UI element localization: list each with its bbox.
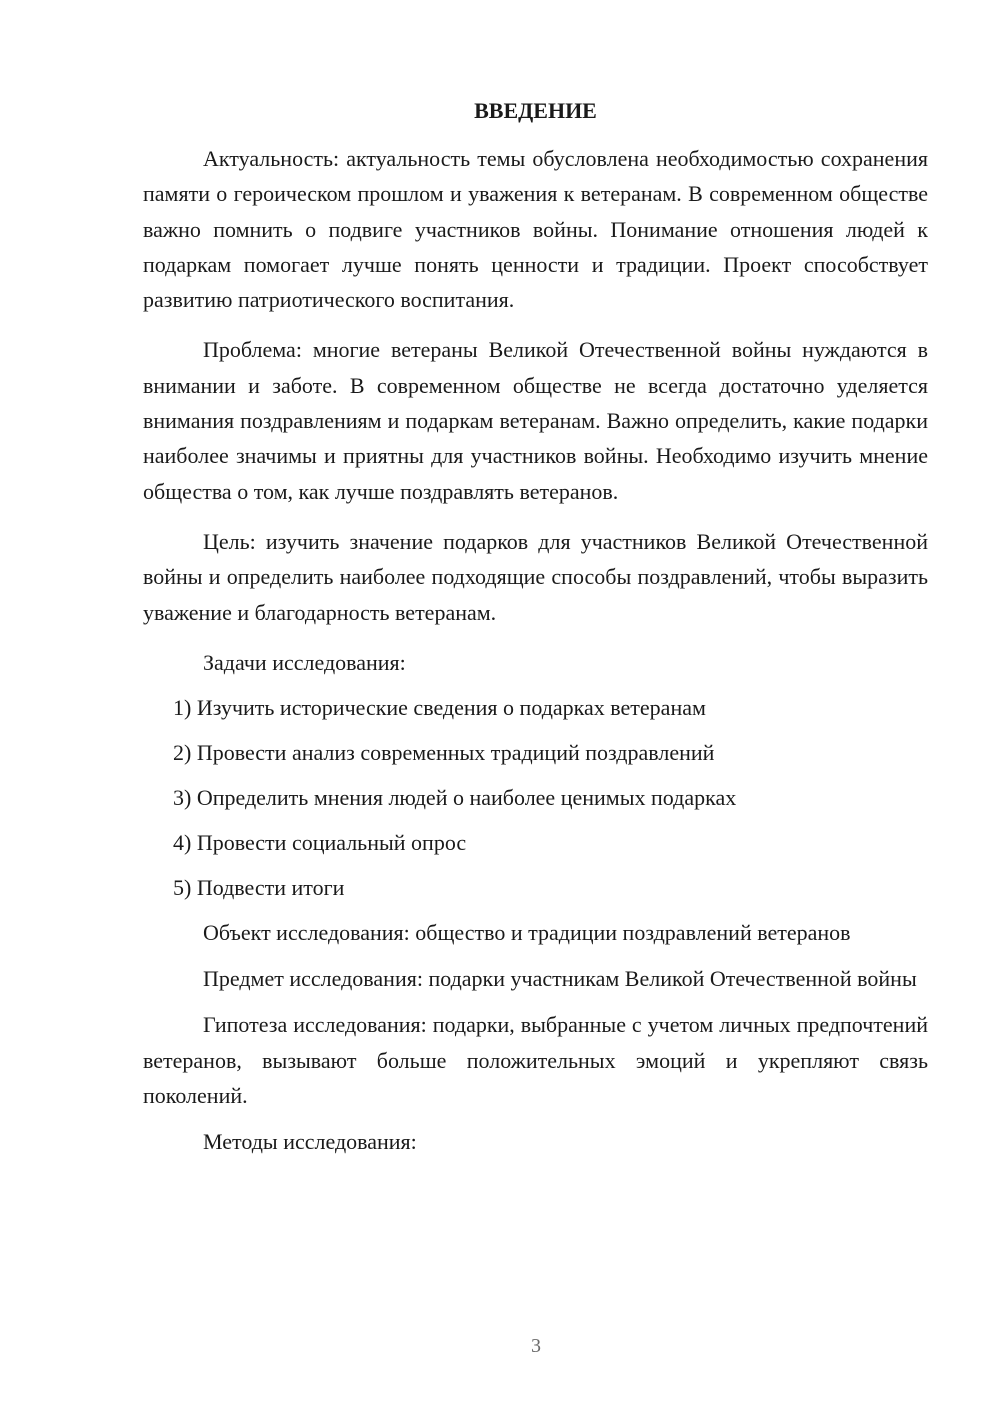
task-item: 4) Провести социальный опрос <box>173 829 467 855</box>
problem-paragraph: Проблема: многие ветераны Великой Отечественной войны нуждаются в внимании и заботе. В современном обществе не всегда достаточно уделяется внимания поздравлениям и подаркам ветеранам. Важно определить, какие подарки наиболее значимы и приятны для участников войны. Необходимо изучить мнение общества о том, как лучше поздравлять ветеранов. <box>143 337 928 504</box>
page-content <box>143 93 928 1169</box>
hypothesis-paragraph: Гипотеза исследования: подарки, выбранные с учетом личных предпочтений ветеранов, вызывают больше положительных эмоций и укрепляют связь поколений. <box>143 1012 928 1109</box>
section-title: ВВЕДЕНИЕ <box>474 98 597 123</box>
task-item: 2) Провести анализ современных традиций поздравлений <box>173 739 715 765</box>
task-item: 3) Определить мнения людей о наиболее ценимых подарках <box>173 784 737 810</box>
object-paragraph: Объект исследования: общество и традиции поздравлений ветеранов <box>203 919 851 945</box>
task-item: 1) Изучить исторические сведения о подарках ветеранам <box>173 694 706 720</box>
methods-heading: Методы исследования: <box>203 1129 417 1155</box>
tasks-heading: Задачи исследования: <box>203 649 406 675</box>
page-number: 3 <box>531 1335 541 1357</box>
relevance-paragraph: Актуальность: актуальность темы обусловлена необходимостью сохранения памяти о героическом прошлом и уважения к ветеранам. В современном обществе важно помнить о подвиге участников войны. Понимание отношения людей к подаркам помогает лучше понять ценности и традиции. Проект способствует развитию патриотического воспитания. <box>143 146 928 313</box>
task-item: 5) Подвести итоги <box>173 874 345 900</box>
tasks-list <box>143 690 928 905</box>
goal-paragraph: Цель: изучить значение подарков для участников Великой Отечественной войны и определить наиболее подходящие способы поздравлений, чтобы выразить уважение и благодарность ветеранам. <box>143 528 928 625</box>
subject-paragraph: Предмет исследования: подарки участникам Великой Отечественной войны <box>203 966 917 992</box>
